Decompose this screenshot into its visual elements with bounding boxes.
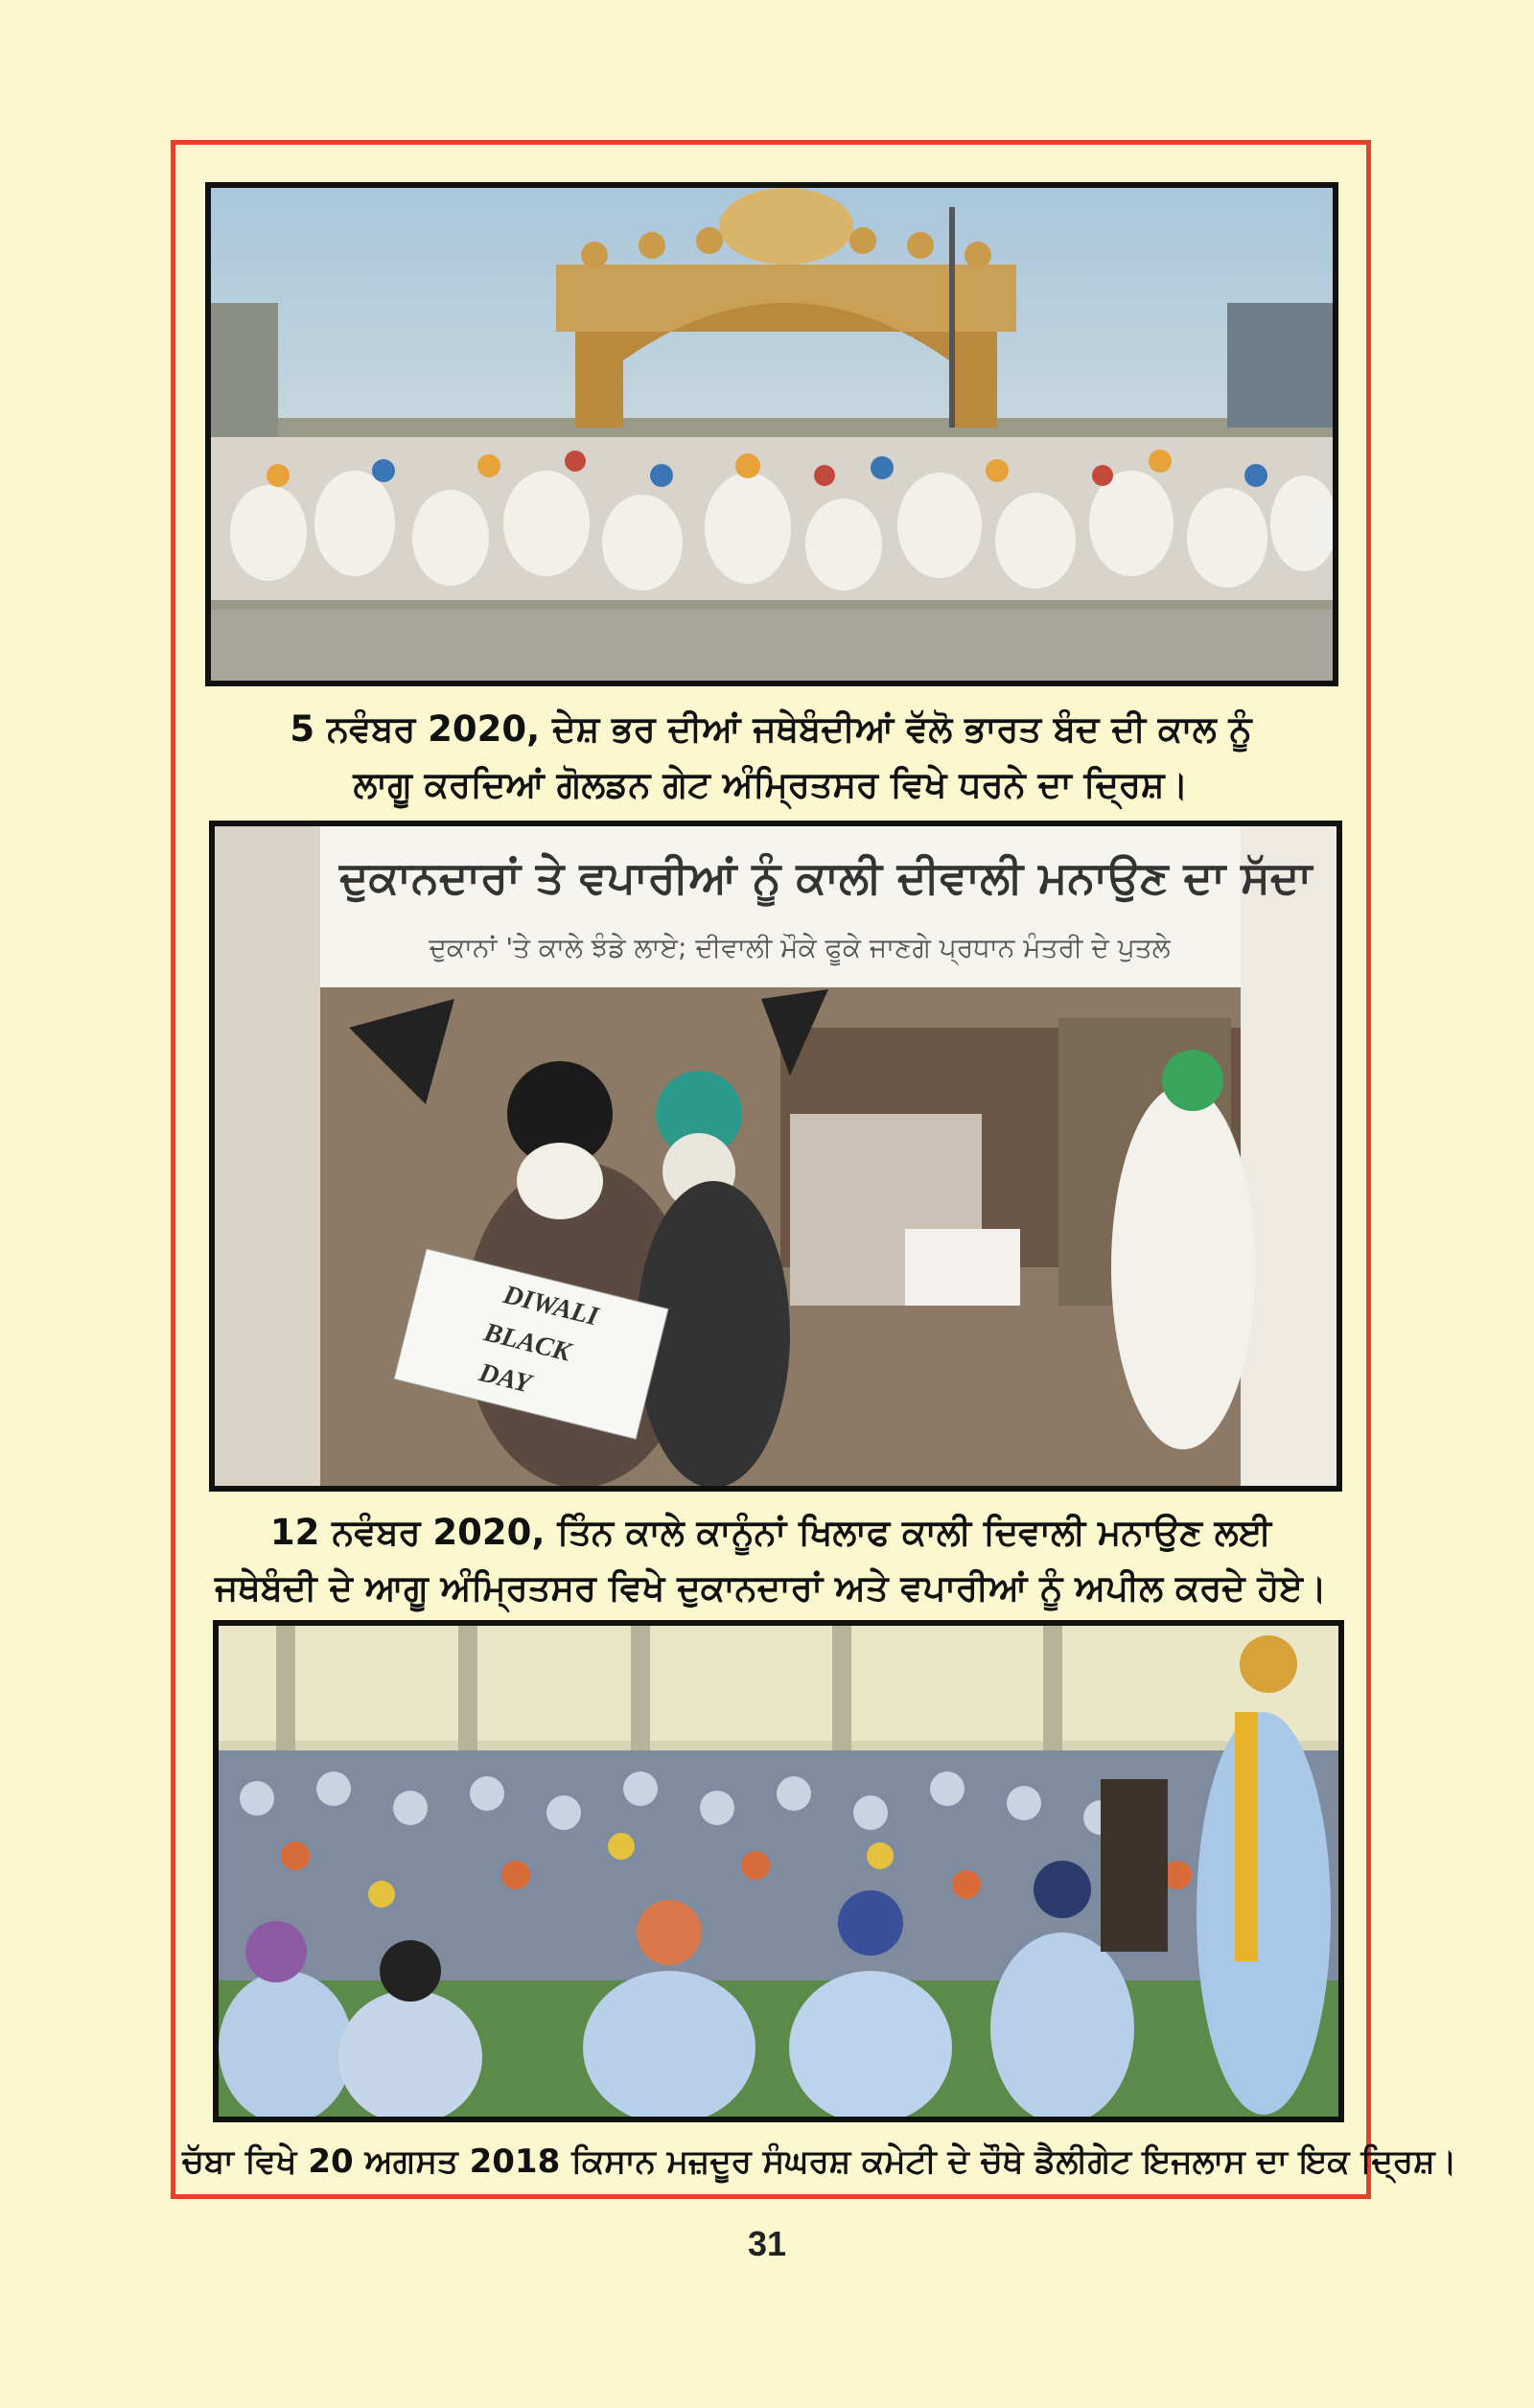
photo-2-caption <box>182 1505 1360 1616</box>
clipping-subheadline: ਦੁਕਾਨਾਂ 'ਤੇ ਕਾਲੇ ਝੰਡੇ ਲਾਏ; ਦੀਵਾਲੀ ਮੌਕੇ ਫੂਕੇ ਜਾਣਗੇ ਪ੍ਰਧਾਨ ਮੰਤਰੀ ਦੇ ਪੁਤਲੇ <box>429 932 1171 963</box>
sign-line-3: DAY <box>476 1357 534 1400</box>
sign-line-2: BLACK <box>480 1317 574 1368</box>
photo-1-caption <box>182 702 1360 813</box>
photo-golden-gate-protest <box>205 182 1338 686</box>
caption-line: 5 ਨਵੰਬਰ 2020, ਦੇਸ਼ ਭਰ ਦੀਆਂ ਜਥੇਬੰਦੀਆਂ ਵੱਲੋ ਭਾਰਤ ਬੰਦ ਦੀ ਕਾਲ ਨੂੰ <box>290 708 1252 750</box>
caption-line: ਲਾਗੂ ਕਰਦਿਆਂ ਗੋਲਡਨ ਗੇਟ ਅੰਮ੍ਰਿਤਸਰ ਵਿਖੇ ਧਰਨੇ ਦਾ ਦ੍ਰਿਸ਼। <box>353 764 1189 805</box>
photo-delegate-convention <box>213 1620 1344 2122</box>
clipping-headline: ਦੁਕਾਨਦਾਰਾਂ ਤੇ ਵਪਾਰੀਆਂ ਨੂੰ ਕਾਲੀ ਦੀਵਾਲੀ ਮਨਾਉਣ ਦਾ ਸੱਦਾ <box>339 851 1313 903</box>
caption-line: ਚੱਬਾ ਵਿਖੇ 20 ਅਗਸਤ 2018 ਕਿਸਾਨ ਮਜ਼ਦੂਰ ਸੰਘਰਸ਼ ਕਮੇਟੀ ਦੇ ਚੌਥੇ ਡੈਲੀਗੇਟ ਇਜਲਾਸ ਦਾ ਇਕ ਦ੍ਰਿਸ਼। <box>182 2142 1457 2181</box>
photo-3-caption <box>182 2134 1457 2189</box>
caption-line: ਜਥੇਬੰਦੀ ਦੇ ਆਗੂ ਅੰਮ੍ਰਿਤਸਰ ਵਿਖੇ ਦੁਕਾਨਦਾਰਾਂ ਅਤੇ ਵਪਾਰੀਆਂ ਨੂੰ ਅਪੀਲ ਕਰਦੇ ਹੋਏ। <box>215 1567 1327 1609</box>
sign-line-1: DIWALI <box>500 1280 602 1332</box>
page-number: 31 <box>747 2224 787 2263</box>
caption-line: 12 ਨਵੰਬਰ 2020, ਤਿੰਨ ਕਾਲੇ ਕਾਨੂੰਨਾਂ ਖਿਲਾਫ ਕਾਲੀ ਦਿਵਾਲੀ ਮਨਾਉਣ ਲਈ <box>269 1512 1272 1553</box>
photo-newspaper-clipping <box>209 821 1342 1492</box>
